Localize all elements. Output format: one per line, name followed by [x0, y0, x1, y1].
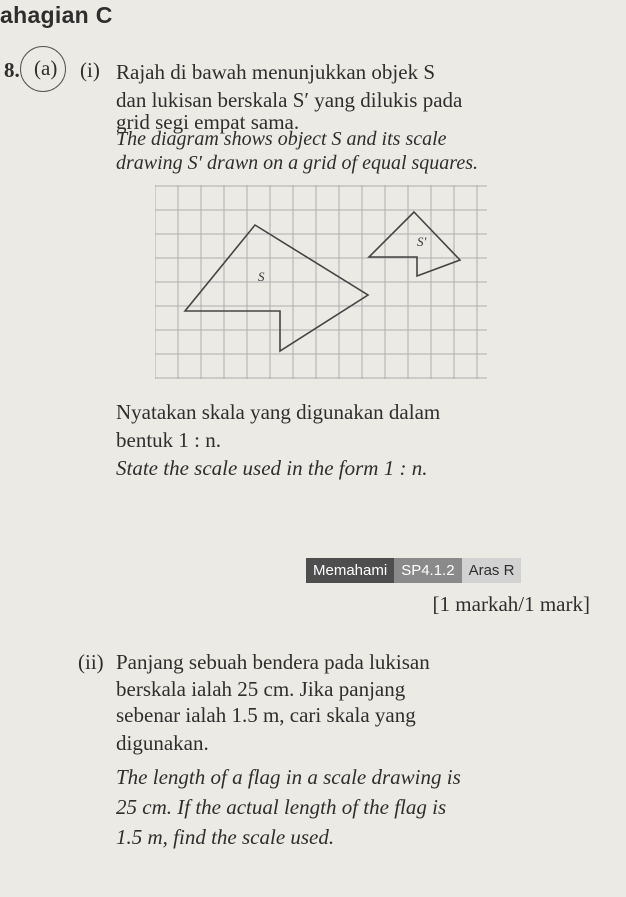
mark-allocation [433, 592, 590, 617]
task-ii-bm-line-2: berskala ialah 25 cm. Jika panjang [116, 677, 406, 701]
question-part [34, 56, 57, 81]
task-ii-label: (ii) [78, 650, 104, 674]
question-bm-line-1: Rajah di bawah menunjukkan objek S [116, 60, 436, 84]
question-part-label: (a) [34, 56, 58, 80]
question-bm-line-2: dan lukisan berskala S′ yang dilukis pada [116, 88, 463, 112]
label-s-prime: S′ [417, 234, 427, 249]
tag-aras: Aras R [462, 558, 522, 583]
tag-memahami: Memahami [306, 558, 394, 583]
task-i-en-line: State the scale used in the form 1 : n. [116, 456, 428, 480]
grid-diagram [155, 185, 489, 385]
skill-tags [306, 558, 521, 583]
task-ii-bm-line-4: digunakan. [116, 731, 209, 755]
task-ii-bm-line-1: Panjang sebuah bendera pada lukisan [116, 650, 430, 674]
tag-sp: SP4.1.2 [394, 558, 461, 583]
label-s: S [258, 269, 265, 284]
question-en-line-2: drawing S′ drawn on a grid of equal squares. [116, 152, 478, 174]
grid-svg [155, 185, 489, 380]
question-bm-line-3: grid segi empat sama. [116, 110, 300, 134]
task-ii-en-line-1: The length of a flag in a scale drawing is [116, 765, 461, 789]
task-i-bm-line-2: bentuk 1 : n. [116, 428, 221, 452]
circle-annotation [20, 46, 66, 92]
grid-lines [155, 185, 487, 379]
question-en-line-1: The diagram shows object S and its scale [116, 128, 447, 150]
task-ii-bm-line-3: sebenar ialah 1.5 m, cari skala yang [116, 703, 416, 727]
task-ii-en-line-2: 25 cm. If the actual length of the flag is [116, 795, 447, 819]
task-i-bm-line-1: Nyatakan skala yang digunakan dalam [116, 400, 441, 424]
object-s-prime-shape [369, 212, 460, 276]
question-number: 8. [4, 58, 20, 82]
question-subpart: (i) [80, 58, 100, 82]
section-header: ahagian C [0, 2, 113, 28]
mark-text: [1 markah/1 mark] [432, 592, 590, 616]
task-ii-en-line-3: 1.5 m, find the scale used. [116, 825, 335, 849]
object-s-shape [185, 225, 368, 351]
